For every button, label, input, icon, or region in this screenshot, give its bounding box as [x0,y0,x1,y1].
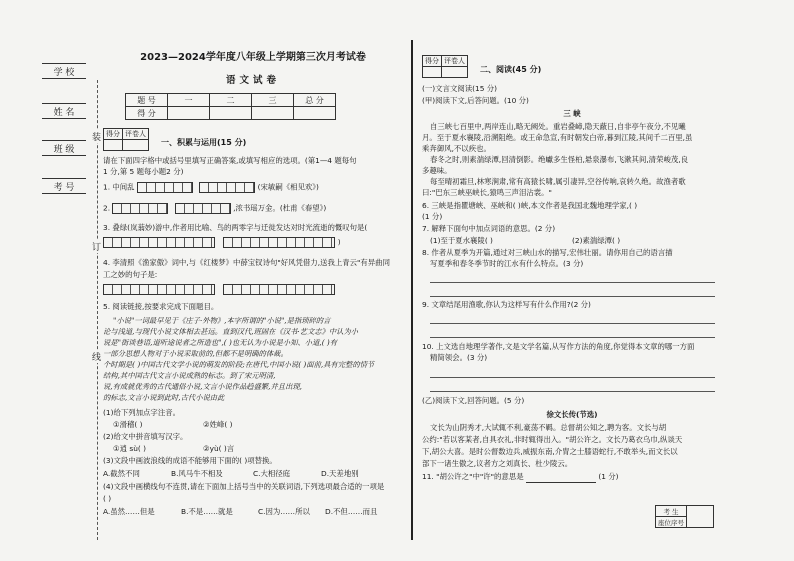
question-2-number: 2. [103,203,111,213]
scorer-score-cell[interactable] [104,140,123,151]
seat-number-cell[interactable] [687,506,714,528]
score-cell[interactable] [210,107,252,120]
answer-blank[interactable] [526,482,596,483]
option-a[interactable]: A.截然不同 [103,469,140,478]
answer-grid[interactable] [103,237,215,248]
class-field-label: 班 级 [42,140,86,156]
scorer-score-label: 得分 [104,129,123,140]
part-1-heading: (一)文言文阅读(15 分) [422,84,498,93]
yi-line: 公约:"若以客某者,自具衣礼,非时辄得出入。"胡公许之。文长乃葛衣乌巾,纵谈天 [422,435,683,444]
question-1 [103,182,319,193]
question-8-line-2: 写夏季和春冬季节时的江水有什么特点。(3 分) [430,259,584,268]
scorer-grader-cell[interactable] [442,67,468,78]
passage-line: 个时期是( )中国古代文学小说的萌发的阶段;在唐代,中国小说( )面前,具有完整的情节 [103,360,375,369]
question-10-line-2: 精简领会。(3 分) [430,353,488,362]
option-c[interactable]: C.因为……所以 [258,507,310,516]
question-4-line-2 [103,270,157,281]
exam-subtitle: 语文试卷 [225,75,280,86]
page-divider [411,40,413,540]
question-1-text: 1. 中间乱 [103,182,135,192]
passage-line: 结构,其中国古代文言小说成熟的标志。到了宋元明清, [103,371,276,380]
scorer-score-label: 得分 [423,56,442,67]
exam-number-field-label: 考 号 [42,178,86,194]
sub-question-4-blank[interactable]: ( ) [103,494,112,503]
essay-line: 曰:"巴东三峡巫峡长,猿鸣三声泪沾裳。" [422,188,552,197]
binding-mark-ding: 订 [92,240,101,253]
answer-grid[interactable] [103,284,215,295]
passage-line: 的标志,文言小说到此时,古代小说由此 [103,393,225,402]
score-header-cell: 总 分 [294,94,336,107]
passage-line: 说,有成就优秀的古代通俗小说,文言小说作品趋盛繁,并且出现, [103,382,302,391]
passage-line: 一部分思想人物对于小说采取前的,但都不是明确的体裁。 [103,349,288,358]
question-7b[interactable]: (2)素湍绿潭( ) [572,236,621,245]
seat-number-box [655,505,714,528]
sub-question-2b[interactable]: ②yù( )言 [203,444,235,453]
question-11 [422,472,619,483]
score-cell[interactable] [252,107,294,120]
sub-question-2a[interactable]: ①逍 sù( ) [113,444,147,453]
question-4-line-1: 4. 李清照《渔家傲》词中,与《红楼梦》中薛宝钗诗句"好风凭借力,送我上青云"有异曲同 [103,258,390,267]
passage-yi-instruction: (乙)阅读下文,回答问题。(5 分) [422,396,525,405]
answer-line[interactable] [430,391,715,392]
passage-line: 论与浅道,与现代小说文体相去甚远。直到汉代,班固在《汉书·艺文志》中认为小 [103,327,359,336]
essay-line: 春冬之时,则素湍绿潭,回清倒影。绝巘多生怪柏,悬泉瀑布,飞漱其间,清荣峻茂,良 [430,155,688,164]
answer-grid[interactable] [175,203,231,214]
section-2-heading: 二、阅读(45 分) [480,65,542,74]
answer-line[interactable] [430,377,715,378]
yi-title: 徐文长传(节选) [546,410,598,419]
examinee-label: 考 生 [656,506,687,517]
question-10-line-1: 10. 上文选自地理学著作,文是文学名篇,从写作方法的角度,你觉得本文章的哪一方面 [422,342,695,351]
question-7a[interactable]: (1)至于夏水襄陵( ) [430,236,493,245]
answer-line[interactable] [430,337,715,338]
scorer-box-2 [422,55,468,78]
score-table [125,93,336,120]
exam-title: 2023—2024学年度八年级上学期第三次月考试卷 [140,52,366,63]
answer-grid[interactable] [199,182,255,193]
instruction-line-2: 1 分,第 5 题每小题2 分) [103,167,184,176]
yi-line: 下,胡公大喜。是时公督数边兵,威振东南,介胄之士膝语蛇行,不敢举头,而文长以 [422,447,678,456]
sub-question-2: (2)给文中拼音填写汉字。 [103,432,188,441]
question-11-text: 11. "胡公许之"中"许"的意思是 [422,472,524,481]
scorer-box-1 [103,128,149,151]
option-b[interactable]: B.不是……就是 [181,507,233,516]
answer-grid[interactable] [112,203,168,214]
sub-question-1a[interactable]: ①滑稽( ) [113,420,143,429]
yi-line: 部下一诸生傲之,议者方之刘真长、杜少陵云。 [422,459,573,468]
question-8-line-1: 8. 作者从夏季为开篇,通过对三峡山水的描写,宏伟壮丽。请你用自己的语言描 [422,248,673,257]
score-header-cell: 二 [210,94,252,107]
question-6: 6. 三峡是指瞿塘峡、巫峡和( )峡,本文作者是我国北魏地理学家,( ) [422,201,638,210]
question-3-close: ) [337,237,341,247]
score-header-cell: 三 [252,94,294,107]
sub-question-4: (4)文段中画横线句不连贯,请在下面加上括号当中的关联词语,下列选项最合适的一项是 [103,482,385,491]
scorer-score-cell[interactable] [423,67,442,78]
score-row-label: 得 分 [126,107,168,120]
answer-grid[interactable] [137,182,193,193]
essay-line: 多趣味。 [422,166,452,175]
passage-line: "小说"一词最早见于《庄子·外物》,本字所谓的"小说",是指琐碎的言 [113,316,331,325]
question-11-score: (1 分) [598,472,619,481]
question-9: 9. 文章结尾用渔歌,你认为这样写有什么作用?(2 分) [422,300,591,309]
passage-jia-instruction: (甲)阅读下文,后答问题。(10 分) [422,96,529,105]
option-a[interactable]: A.虽然……但是 [103,507,155,516]
question-6-score: (1 分) [422,212,443,221]
sub-question-3: (3)文段中画波浪线的成语不能够用下面的( )项替换。 [103,456,277,465]
answer-line[interactable] [430,282,715,283]
essay-title: 三 峡 [563,109,581,118]
sub-question-1: (1)给下列加点字注音。 [103,408,180,417]
question-2-source: ,浓书瑶万金。(杜甫《春望》) [233,203,327,213]
school-field-label: 学 校 [42,63,86,79]
passage-line: 说是"街谈巷语,道听途说者之所造也",( )也无认为小说是小知、小道,( )有 [103,338,338,347]
sub-question-1b[interactable]: ②姓峰( ) [203,420,233,429]
answer-grid[interactable] [223,237,335,248]
scorer-grader-cell[interactable] [123,140,149,151]
section-1-heading: 一、积累与运用(15 分) [161,138,247,147]
question-1-source: (宋敏嗣《相见欢》) [257,182,319,192]
option-d[interactable]: D.不但……而且 [325,507,378,516]
scorer-grader-label: 评卷人 [442,56,468,67]
score-cell[interactable] [294,107,336,120]
instruction-line-1: 请在下面四字格中或括号里填写正确答案,或填写相应的选项。(第1—4 题每句 [103,156,357,165]
score-cell[interactable] [168,107,210,120]
option-b[interactable]: B.风马牛不相及 [171,469,223,478]
option-c[interactable]: C.大相径庭 [253,469,291,478]
option-d[interactable]: D.天差地别 [321,469,359,478]
name-field-label: 姓 名 [42,103,86,119]
yi-line: 文长为山阴秀才,大试辄不利,豪荡不羁。总督胡公知之,聘为客。文长与胡 [430,423,667,432]
seat-number-label: 座位序号 [656,517,687,528]
question-5: 5. 阅读链接,按要求完成下面题目。 [103,302,219,311]
question-4-prompt: 工之妙的句子是: [103,270,158,279]
score-header-cell: 题 号 [126,94,168,107]
answer-line[interactable] [430,296,715,297]
essay-line: 每至晴初霜旦,林寒涧肃,常有高猿长啸,属引凄异,空谷传响,哀转久绝。故渔者歌 [430,177,686,186]
question-2 [103,203,326,214]
essay-line: 自三峡七百里中,两岸连山,略无阙处。重岩叠嶂,隐天蔽日,自非亭午夜分,不见曦 [430,122,686,131]
question-7: 7. 解释下面句中加点词语的意思。(2 分) [422,224,556,233]
question-3: 3. 叠绿(岚蓊妙)游中,作者用比喻、鸟的两零字与迁徙发达对时光流逝的慨叹句是( [103,223,368,232]
answer-grid[interactable] [223,284,335,295]
question-3-answer [103,237,341,248]
essay-line: 乘奔御风,不以疾也。 [422,144,491,153]
essay-line: 月。至于夏水襄陵,沿溯阻绝。或王命急宣,有时朝发白帝,暮到江陵,其间千二百里,虽 [422,133,693,142]
binding-mark-xian: 线 [92,350,101,363]
binding-area [0,55,100,285]
question-4-answer [103,284,335,295]
scorer-grader-label: 评卷人 [123,129,149,140]
score-header-cell: 一 [168,94,210,107]
answer-line[interactable] [430,323,715,324]
binding-dashed-line [97,80,98,540]
binding-mark-zhuang: 装 [92,130,101,143]
